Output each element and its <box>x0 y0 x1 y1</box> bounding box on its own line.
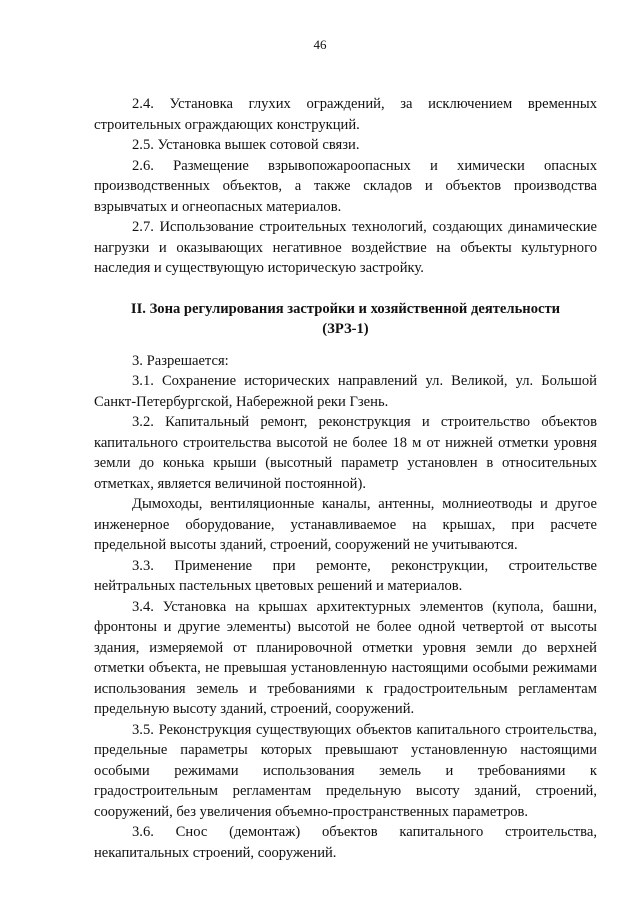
section-title: II. Зона регулирования застройки и хозяйственной деятельности <box>130 300 561 317</box>
paragraph-3-5: 3.5. Реконструкция существующих объектов капитального строительства, предельные параметры которых превышают установленную настоящими особыми режимами использования земель и требованиями к градостроительным регламентам предельную высоту зданий, строений, сооружений, без увеличения объемно-пространственных параметров. <box>94 721 597 820</box>
paragraph-2-5: 2.5. Установка вышек сотовой связи. <box>132 137 360 153</box>
section-heading <box>94 299 597 340</box>
paragraph-3-3: 3.3. Применение при ремонте, реконструкции, строительстве нейтральных пастельных цветовых решений и материалов. <box>94 557 597 594</box>
paragraph-2-4: 2.4. Установка глухих ограждений, за исключением временных строительных ограждающих конструкций. <box>94 96 597 133</box>
document-body <box>94 94 597 863</box>
paragraph-3-6: 3.6. Снос (демонтаж) объектов капитального строительства, некапитальных строений, сооружений. <box>94 824 597 861</box>
paragraph-2-6: 2.6. Размещение взрывопожароопасных и химически опасных производственных объектов, а также складов и объектов производства взрывчатых и огнеопасных материалов. <box>94 157 597 215</box>
paragraph-3-1: 3.1. Сохранение исторических направлений ул. Великой, ул. Большой Санкт-Петербургской, Набережной реки Гзень. <box>94 373 597 410</box>
paragraph-3: 3. Разрешается: <box>132 352 229 369</box>
paragraph-2-7: 2.7. Использование строительных технологий, создающих динамические нагрузки и оказывающих негативное воздействие на объекты культурного наследия и существующую историческую застройку. <box>94 219 597 276</box>
section-subtitle: (ЗРЗ-1) <box>322 321 369 337</box>
page-number: 46 <box>313 37 327 52</box>
paragraph-3-2-note: Дымоходы, вентиляционные каналы, антенны, молниеотводы и другое инженерное оборудование, устанавливаемое на крышах, при расчете предельной высоты зданий, строений, сооружений не учитываются. <box>94 496 597 553</box>
paragraph-3-2: 3.2. Капитальный ремонт, реконструкция и строительство объектов капитального строительства высотой не более 18 м от нижней отметки уровня земли до конька крыши (высотный параметр установлен в относительных отметках, является величиной постоянной). <box>94 414 597 492</box>
paragraph-3-4: 3.4. Установка на крышах архитектурных элементов (купола, башни, фронтоны и другие элементы) высотой не более одной четвертой от высоты здания, измеряемой от планировочной отметки уровня земли до верхней отметки объекта, не превышая установленную настоящими особыми режимами использования земель и требованиями к градостроительным регламентам предельную высоту зданий, строений, сооружений. <box>94 598 597 717</box>
